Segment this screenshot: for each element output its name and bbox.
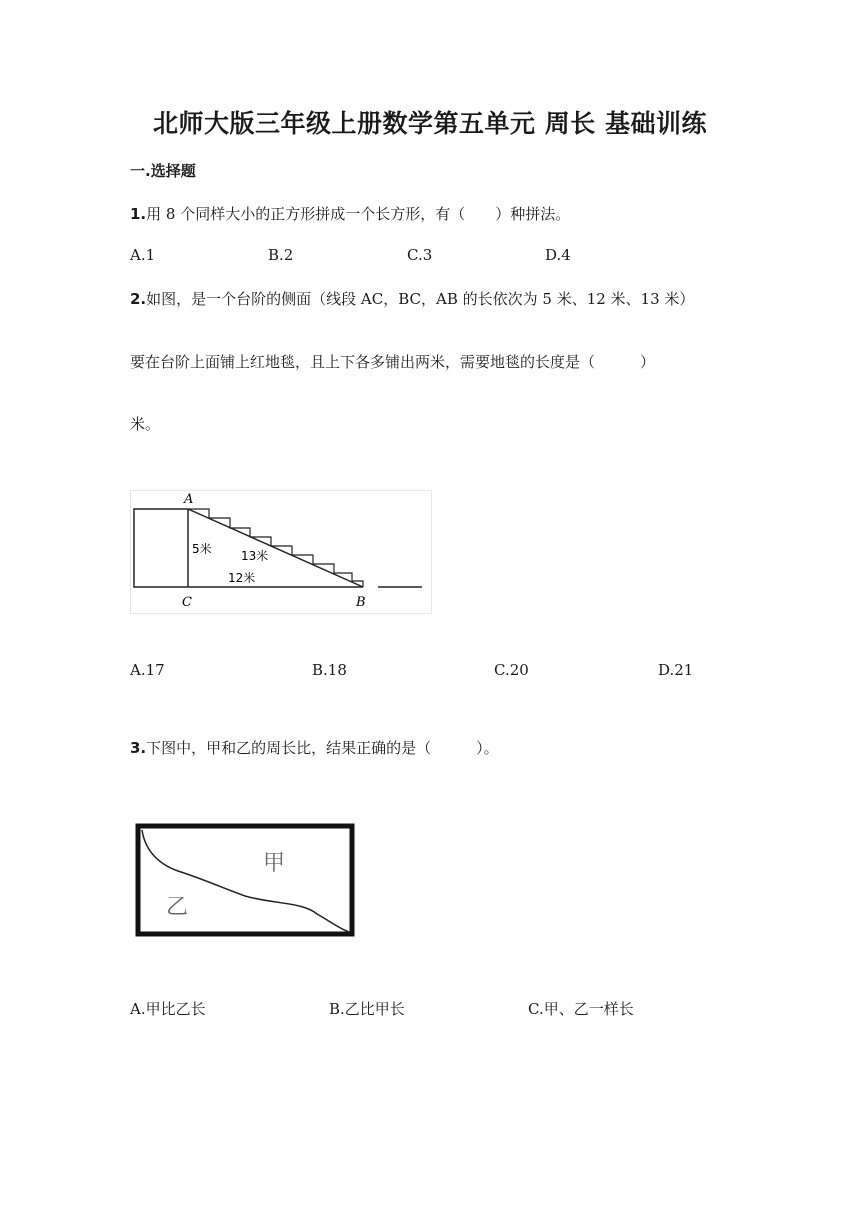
label-yi: 乙	[166, 895, 189, 920]
question-1	[130, 203, 570, 224]
label-c: C	[182, 595, 192, 610]
page-title: 北师大版三年级上册数学第五单元 周长 基础训练	[153, 109, 707, 138]
label-jia: 甲	[263, 851, 286, 876]
q3-option-b: B.乙比甲长	[329, 1000, 405, 1018]
question-2	[130, 288, 694, 309]
q1-option-d: D.4	[545, 246, 571, 264]
q3-option-a: A.甲比乙长	[130, 1000, 206, 1018]
staircase-figure	[130, 490, 432, 614]
q1-option-c: C.3	[407, 246, 433, 264]
question-text: 用 8 个同样大小的正方形拼成一个长方形，有（ ）种拼法。	[146, 205, 571, 223]
q1-option-b: B.2	[268, 246, 294, 264]
question-number: 2.	[130, 290, 147, 308]
section-heading: 一.选择题	[130, 162, 196, 180]
label-a: A	[184, 492, 194, 507]
question-3	[130, 737, 499, 758]
q3-option-c: C.甲、乙一样长	[528, 1000, 634, 1018]
rectangle-figure	[133, 822, 357, 938]
label-ac-length: 5米	[192, 542, 212, 556]
question-2-line-3: 米。	[130, 415, 161, 433]
question-number: 3.	[130, 739, 147, 757]
question-text: 下图中，甲和乙的周长比，结果正确的是（ ）。	[146, 739, 499, 757]
label-b: B	[356, 595, 366, 610]
label-ab-length: 13米	[241, 549, 269, 563]
q1-option-a: A.1	[130, 246, 156, 264]
question-2-line-2: 要在台阶上面铺上红地毯，且上下各多铺出两米，需要地毯的长度是（ ）	[130, 353, 656, 371]
q2-option-d: D.21	[658, 661, 694, 679]
q2-option-a: A.17	[130, 661, 165, 679]
question-text-line-1: 如图，是一个台阶的侧面（线段 AC，BC，AB 的长依次为 5 米、12 米、13 米）	[146, 290, 695, 308]
question-number: 1.	[130, 205, 147, 223]
q2-option-c: C.20	[494, 661, 529, 679]
label-bc-length: 12米	[228, 571, 256, 585]
q2-option-b: B.18	[312, 661, 347, 679]
